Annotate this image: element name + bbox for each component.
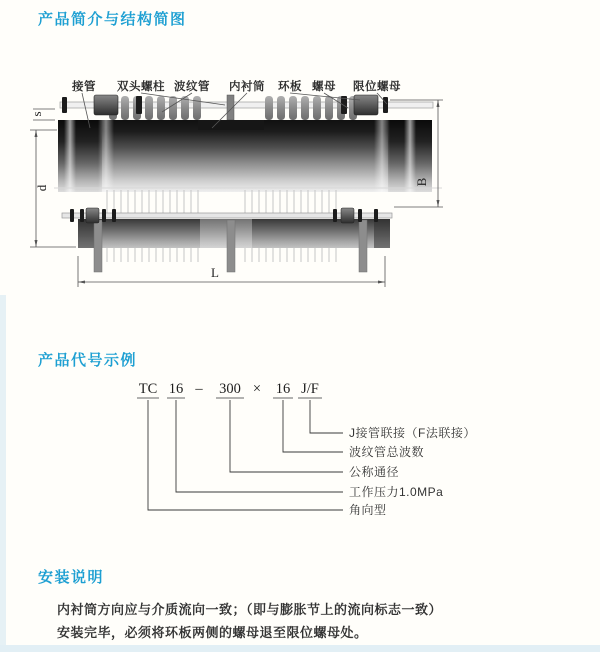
part-label-neichentong: 内衬筒 bbox=[229, 81, 265, 93]
install-line-2: 安装完毕，必须将环板两侧的螺母退至限位螺母处。 bbox=[57, 625, 368, 640]
dimension-s bbox=[29, 109, 55, 120]
dim-label-L: L bbox=[211, 265, 219, 280]
ring-plate-right bbox=[354, 95, 378, 115]
code-tokens bbox=[139, 381, 319, 397]
dim-label-s: s bbox=[29, 111, 44, 117]
part-label-shuangtouluozhu: 双头螺柱 bbox=[117, 81, 165, 93]
left-edge-tint bbox=[0, 295, 6, 652]
section-title-code: 产品代号示例 bbox=[38, 352, 138, 369]
dim-label-d: d bbox=[34, 184, 49, 192]
limit-nut-right bbox=[383, 97, 388, 113]
install-line-1: 内衬筒方向应与介质流向一致；（即与膨胀节上的流向标志一致） bbox=[57, 602, 443, 617]
part-labels bbox=[71, 79, 401, 93]
nut-left bbox=[136, 96, 142, 114]
code-token-pressure: 16 bbox=[168, 381, 184, 397]
code-token-times: × bbox=[252, 381, 262, 397]
section-title-install: 安装说明 bbox=[38, 569, 105, 586]
code-annotation-type: 角向型 bbox=[349, 503, 387, 517]
part-label-bowenguan: 波纹管 bbox=[174, 81, 210, 93]
part-label-xianweiluomu: 限位螺母 bbox=[353, 81, 401, 93]
code-connectors bbox=[148, 400, 343, 510]
code-token-waves: 16 bbox=[275, 381, 291, 397]
code-annotation-connection: J接管联接（F法联接） bbox=[349, 426, 476, 440]
code-token-diameter: 300 bbox=[219, 381, 241, 397]
inner-liner-collar bbox=[198, 120, 264, 130]
code-token-connection: J/F bbox=[301, 381, 319, 397]
ring-plate-left bbox=[94, 95, 118, 115]
section-title-intro: 产品简介与结构简图 bbox=[38, 11, 187, 28]
limit-nut-left bbox=[62, 97, 67, 113]
joint-body bbox=[58, 120, 432, 192]
part-label-jieguan: 接管 bbox=[72, 81, 96, 93]
code-annotation-pressure: 工作压力1.0MPa bbox=[349, 485, 444, 499]
part-label-huanban: 环板 bbox=[278, 81, 302, 93]
code-token-type: TC bbox=[138, 381, 158, 397]
code-annotation-waves: 波纹管总波数 bbox=[349, 445, 425, 459]
code-example-diagram bbox=[0, 374, 600, 559]
install-instructions bbox=[57, 598, 442, 644]
code-token-dash: – bbox=[195, 381, 203, 397]
dim-label-B: B bbox=[414, 177, 429, 187]
code-annotation-diameter: 公称通径 bbox=[349, 465, 400, 479]
bottom-edge-strip bbox=[0, 645, 600, 652]
code-annotations bbox=[349, 425, 476, 517]
part-label-luomu: 螺母 bbox=[312, 81, 336, 93]
structure-diagram bbox=[0, 58, 600, 293]
